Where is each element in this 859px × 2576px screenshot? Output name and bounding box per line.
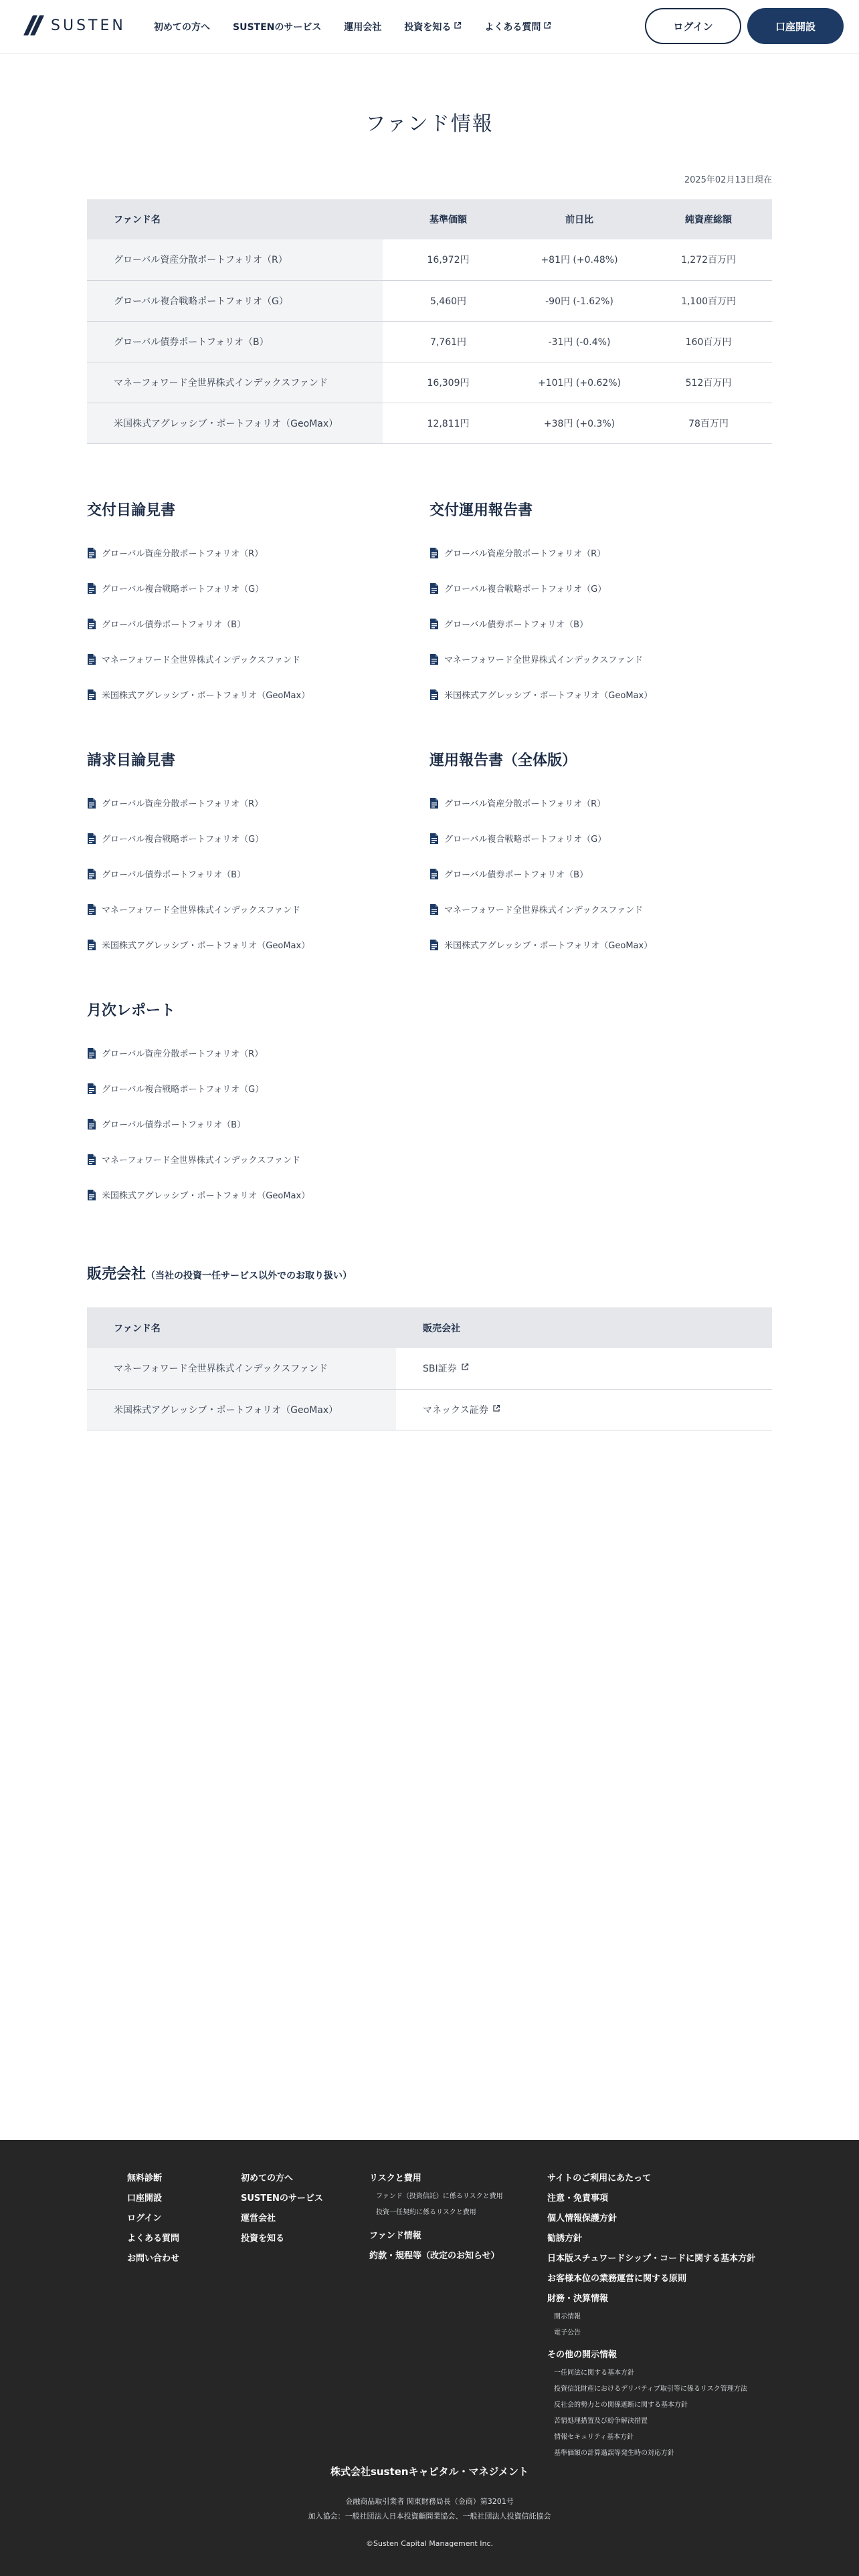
footer-company: 株式会社sustenキャピタル・マネジメント: [330, 2466, 529, 2478]
document-link-label: マネーフォワード全世界株式インデックスファンド: [444, 655, 644, 665]
document-link[interactable]: [87, 677, 408, 712]
document-link[interactable]: [87, 535, 408, 570]
footer-sublink[interactable]: 反社会的勢力との関係遮断に関する基本方針: [554, 2401, 688, 2409]
footer-sublink[interactable]: 一任同法に関する基本方針: [554, 2369, 634, 2377]
footer-col-1: [127, 2169, 179, 2269]
section-title: 交付目論見書: [87, 502, 176, 519]
footer-registration-line: 金融商品取引業者 関東財務局長（金商）第3201号: [345, 2497, 514, 2506]
page-title: ファンド情報: [365, 112, 494, 136]
pdf-document-icon: [430, 619, 439, 629]
footer-link-risk[interactable]: リスクと費用: [369, 2173, 421, 2183]
document-link[interactable]: [87, 1142, 408, 1177]
header-nav: 基準価額: [383, 199, 514, 239]
sales-table: [87, 1307, 772, 1430]
footer-link-fund-info[interactable]: ファンド情報: [369, 2231, 421, 2241]
external-link-icon: [543, 21, 551, 32]
footer-sublink[interactable]: ファンド（投資信託）に係るリスクと費用: [376, 2193, 503, 2200]
pdf-document-icon: [87, 689, 96, 700]
distributor-link-label: マネックス証券: [423, 1404, 488, 1416]
pdf-document-icon: [430, 904, 439, 915]
footer-link-other-disclosure[interactable]: その他の開示情報: [547, 2350, 617, 2360]
footer-sublink[interactable]: 投資信託財産におけるデリバティブ取引等に係るリスク管理方法: [554, 2385, 747, 2393]
footer-col-3: [369, 2169, 503, 2266]
external-link-icon: [492, 1404, 500, 1415]
document-link[interactable]: [430, 927, 764, 962]
pdf-document-icon: [430, 833, 439, 844]
document-link-label: マネーフォワード全世界株式インデックスファンド: [102, 655, 301, 665]
footer-link[interactable]: よくある質問: [127, 2234, 180, 2244]
nav-cell: 5,460円: [383, 280, 514, 321]
sales-title: [87, 1263, 352, 1283]
pdf-document-icon: [87, 798, 96, 809]
document-link-label: グローバル資産分散ポートフォリオ（R）: [102, 549, 264, 559]
logo[interactable]: [27, 17, 126, 34]
document-link-label: マネーフォワード全世界株式インデックスファンド: [102, 905, 301, 916]
pdf-document-icon: [87, 1048, 96, 1059]
nav-item-label: 運用会社: [344, 22, 382, 33]
pdf-document-icon: [87, 1083, 96, 1094]
table-row: [87, 1389, 772, 1430]
section-title: 交付運用報告書: [430, 502, 533, 519]
footer-link[interactable]: SUSTENのサービス: [241, 2193, 323, 2204]
document-link[interactable]: [87, 891, 408, 927]
main-nav: [154, 20, 551, 33]
nav-item-label: よくある質問: [484, 22, 541, 33]
pdf-document-icon: [87, 548, 96, 558]
document-link-label: マネーフォワード全世界株式インデックスファンド: [444, 905, 644, 916]
footer-link[interactable]: 個人情報保護方針: [547, 2214, 617, 2224]
document-link[interactable]: [430, 677, 764, 712]
logo-text: SUSTEN: [51, 17, 126, 34]
net-assets-cell: 160百万円: [645, 321, 772, 362]
document-link-label: 米国株式アグレッシブ・ポートフォリオ（GeoMax）: [444, 941, 653, 951]
change-cell: -90円 (-1.62%): [514, 280, 645, 321]
footer-sublink[interactable]: 開示情報: [554, 2313, 581, 2321]
document-link-label: グローバル資産分散ポートフォリオ（R）: [444, 799, 606, 809]
fund-name-cell: グローバル債券ポートフォリオ（B）: [87, 321, 383, 362]
site-header: [0, 0, 859, 53]
fund-name-cell: グローバル複合戦略ポートフォリオ（G）: [87, 280, 383, 321]
document-link[interactable]: [87, 785, 408, 821]
footer-link[interactable]: 注意・免責事項: [547, 2193, 609, 2204]
document-link[interactable]: [430, 891, 764, 927]
net-assets-cell: 512百万円: [645, 362, 772, 403]
footer-link[interactable]: 初めての方へ: [241, 2173, 294, 2183]
document-link-label: グローバル複合戦略ポートフォリオ（G）: [102, 584, 264, 595]
footer-link[interactable]: ログイン: [127, 2214, 162, 2224]
document-link-label: グローバル債券ポートフォリオ（B）: [102, 620, 246, 630]
document-link-label: グローバル債券ポートフォリオ（B）: [444, 870, 589, 880]
fund-name-cell: グローバル資産分散ポートフォリオ（R）: [87, 239, 383, 280]
change-cell: +81円 (+0.48%): [514, 239, 645, 280]
document-link-label: グローバル複合戦略ポートフォリオ（G）: [102, 835, 264, 845]
nav-item[interactable]: [233, 20, 321, 33]
logo-mark-icon: [27, 17, 44, 34]
external-link-icon: [454, 21, 462, 32]
nav-item[interactable]: [404, 20, 462, 33]
footer-link[interactable]: お問い合わせ: [127, 2254, 180, 2264]
footer-association-line: 加入協会：一般社団法人日本投資顧問業協会、一般社団法人投資信託協会: [308, 2512, 551, 2520]
pdf-document-icon: [430, 583, 439, 594]
pdf-document-icon: [430, 798, 439, 809]
pdf-document-icon: [430, 940, 439, 950]
distributor-link[interactable]: [423, 1362, 469, 1375]
document-link-label: グローバル複合戦略ポートフォリオ（G）: [444, 835, 607, 845]
footer-link[interactable]: 日本版スチュワードシップ・コードに関する基本方針: [547, 2254, 756, 2264]
footer-col-4: [547, 2169, 755, 2462]
net-assets-cell: 1,100百万円: [645, 280, 772, 321]
fund-name-cell: マネーフォワード全世界株式インデックスファンド: [87, 1348, 396, 1389]
as-of-date: 2025年02月13日現在: [684, 175, 772, 185]
footer-link[interactable]: サイトのご利用にあたって: [547, 2173, 652, 2183]
pdf-document-icon: [87, 619, 96, 629]
footer-col-2: [241, 2169, 323, 2249]
document-link-label: グローバル資産分散ポートフォリオ（R）: [102, 799, 264, 809]
sales-subtitle: （当社の投資一任サービス以外でのお取り扱い）: [146, 1271, 353, 1281]
document-link[interactable]: [430, 570, 764, 606]
nav-cell: 7,761円: [383, 321, 514, 362]
pdf-document-icon: [87, 1119, 96, 1130]
fund-name-cell: 米国株式アグレッシブ・ポートフォリオ（GeoMax）: [87, 403, 383, 443]
sales-table-header: [87, 1307, 772, 1348]
document-link-label: グローバル債券ポートフォリオ（B）: [444, 620, 589, 630]
document-link[interactable]: [87, 821, 408, 856]
net-assets-cell: 78百万円: [645, 403, 772, 443]
footer-link-terms[interactable]: 約款・規程等（改定のお知らせ）: [369, 2251, 500, 2261]
nav-cell: 16,972円: [383, 239, 514, 280]
open-account-button[interactable]: 口座開設: [747, 8, 844, 44]
change-cell: +38円 (+0.3%): [514, 403, 645, 443]
pdf-document-icon: [430, 654, 439, 665]
pdf-document-icon: [87, 1154, 96, 1165]
pdf-document-icon: [87, 583, 96, 594]
document-link[interactable]: [87, 606, 408, 641]
change-cell: -31円 (-0.4%): [514, 321, 645, 362]
distributor-link[interactable]: [423, 1403, 500, 1416]
footer-link[interactable]: 財務・決算情報: [547, 2294, 609, 2304]
section-koufu-unyou: [430, 499, 764, 712]
pdf-document-icon: [87, 904, 96, 915]
footer-sublink[interactable]: 苦情処理措置及び紛争解決措置: [554, 2418, 648, 2425]
distributor-link-label: SBI証券: [423, 1364, 457, 1375]
distributor-cell: [396, 1389, 772, 1430]
header-distributor: 販売会社: [396, 1307, 772, 1348]
document-link[interactable]: [430, 606, 764, 641]
document-link-label: 米国株式アグレッシブ・ポートフォリオ（GeoMax）: [102, 941, 310, 951]
document-link[interactable]: [87, 641, 408, 677]
document-link-label: グローバル債券ポートフォリオ（B）: [102, 1120, 246, 1130]
fund-name-cell: マネーフォワード全世界株式インデックスファンド: [87, 362, 383, 403]
section-title: 運用報告書（全体版）: [430, 752, 577, 769]
table-row: [87, 239, 772, 280]
fund-table-header: [87, 199, 772, 239]
footer-link[interactable]: 投資を知る: [241, 2234, 285, 2244]
footer-link[interactable]: 運営会社: [241, 2214, 276, 2224]
document-link[interactable]: [87, 1035, 408, 1071]
document-link[interactable]: [87, 1106, 408, 1142]
pdf-document-icon: [87, 833, 96, 844]
document-link[interactable]: [430, 821, 764, 856]
document-link[interactable]: [430, 856, 764, 891]
sales-title-text: 販売会社: [87, 1266, 147, 1283]
document-link-label: グローバル複合戦略ポートフォリオ（G）: [102, 1085, 264, 1095]
document-link[interactable]: [87, 1177, 408, 1212]
nav-item-label: SUSTENのサービス: [233, 22, 322, 33]
section-title: 請求目論見書: [87, 752, 176, 769]
footer-link[interactable]: お客様本位の業務運営に関する原則: [547, 2274, 687, 2284]
nav-cell: 12,811円: [383, 403, 514, 443]
nav-cell: 16,309円: [383, 362, 514, 403]
pdf-document-icon: [430, 689, 439, 700]
section-unyou-zentai: [430, 749, 764, 962]
document-link[interactable]: [430, 641, 764, 677]
footer-copyright: ©Susten Capital Management Inc.: [365, 2539, 494, 2548]
footer-link[interactable]: 勧誘方針: [547, 2234, 583, 2244]
header-change: 前日比: [514, 199, 645, 239]
document-link-label: グローバル債券ポートフォリオ（B）: [102, 870, 246, 880]
section-monthly-report: [87, 999, 408, 1212]
header-fund-name: ファンド名: [87, 199, 383, 239]
document-link-label: 米国株式アグレッシブ・ポートフォリオ（GeoMax）: [102, 1191, 310, 1201]
footer-sublink[interactable]: 電子公告: [554, 2329, 581, 2337]
document-link[interactable]: [87, 570, 408, 606]
pdf-document-icon: [430, 869, 439, 879]
table-row: [87, 362, 772, 403]
section-title: 月次レポート: [87, 1002, 176, 1019]
external-link-icon: [461, 1363, 469, 1374]
footer-registration: [0, 2494, 859, 2524]
nav-item[interactable]: [154, 20, 210, 33]
nav-item-label: 初めての方へ: [154, 22, 210, 33]
nav-item[interactable]: [484, 20, 551, 33]
fund-table: [87, 199, 772, 444]
nav-item[interactable]: [344, 20, 381, 33]
pdf-document-icon: [87, 654, 96, 665]
pdf-document-icon: [87, 869, 96, 879]
header-fund-name: ファンド名: [87, 1307, 396, 1348]
document-link-label: 米国株式アグレッシブ・ポートフォリオ（GeoMax）: [102, 691, 310, 701]
pdf-document-icon: [87, 1190, 96, 1200]
pdf-document-icon: [87, 940, 96, 950]
document-link-label: 米国株式アグレッシブ・ポートフォリオ（GeoMax）: [444, 691, 653, 701]
table-row: [87, 321, 772, 362]
document-link-label: マネーフォワード全世界株式インデックスファンド: [102, 1156, 301, 1166]
document-link-label: グローバル複合戦略ポートフォリオ（G）: [444, 584, 607, 595]
table-row: [87, 403, 772, 443]
footer-sublink[interactable]: 基準価額の計算過誤等発生時の対応方針: [554, 2450, 674, 2457]
table-row: [87, 280, 772, 321]
document-link[interactable]: [430, 535, 764, 570]
net-assets-cell: 1,272百万円: [645, 239, 772, 280]
document-link[interactable]: [87, 856, 408, 891]
document-link[interactable]: [430, 785, 764, 821]
section-seikyu-mokuromi: [87, 749, 408, 962]
login-button[interactable]: ログイン: [645, 8, 741, 44]
footer-link[interactable]: 無料診断: [127, 2173, 163, 2183]
change-cell: +101円 (+0.62%): [514, 362, 645, 403]
section-koufu-mokuromi: [87, 499, 408, 712]
document-link[interactable]: [87, 927, 408, 962]
site-footer: [0, 2140, 859, 2576]
nav-item-label: 投資を知る: [404, 22, 452, 33]
pdf-document-icon: [430, 548, 439, 558]
document-link-label: グローバル資産分散ポートフォリオ（R）: [444, 549, 606, 559]
footer-sublink[interactable]: 投資一任契約に係るリスクと費用: [376, 2209, 476, 2216]
footer-link[interactable]: 口座開設: [127, 2193, 163, 2204]
header-net-assets: 純資産総額: [645, 199, 772, 239]
fund-name-cell: 米国株式アグレッシブ・ポートフォリオ（GeoMax）: [87, 1389, 396, 1430]
document-link[interactable]: [87, 1071, 408, 1106]
distributor-cell: [396, 1348, 772, 1389]
table-row: [87, 1348, 772, 1389]
footer-sublink[interactable]: 情報セキュリティ基本方針: [554, 2434, 634, 2441]
document-link-label: グローバル資産分散ポートフォリオ（R）: [102, 1049, 264, 1059]
